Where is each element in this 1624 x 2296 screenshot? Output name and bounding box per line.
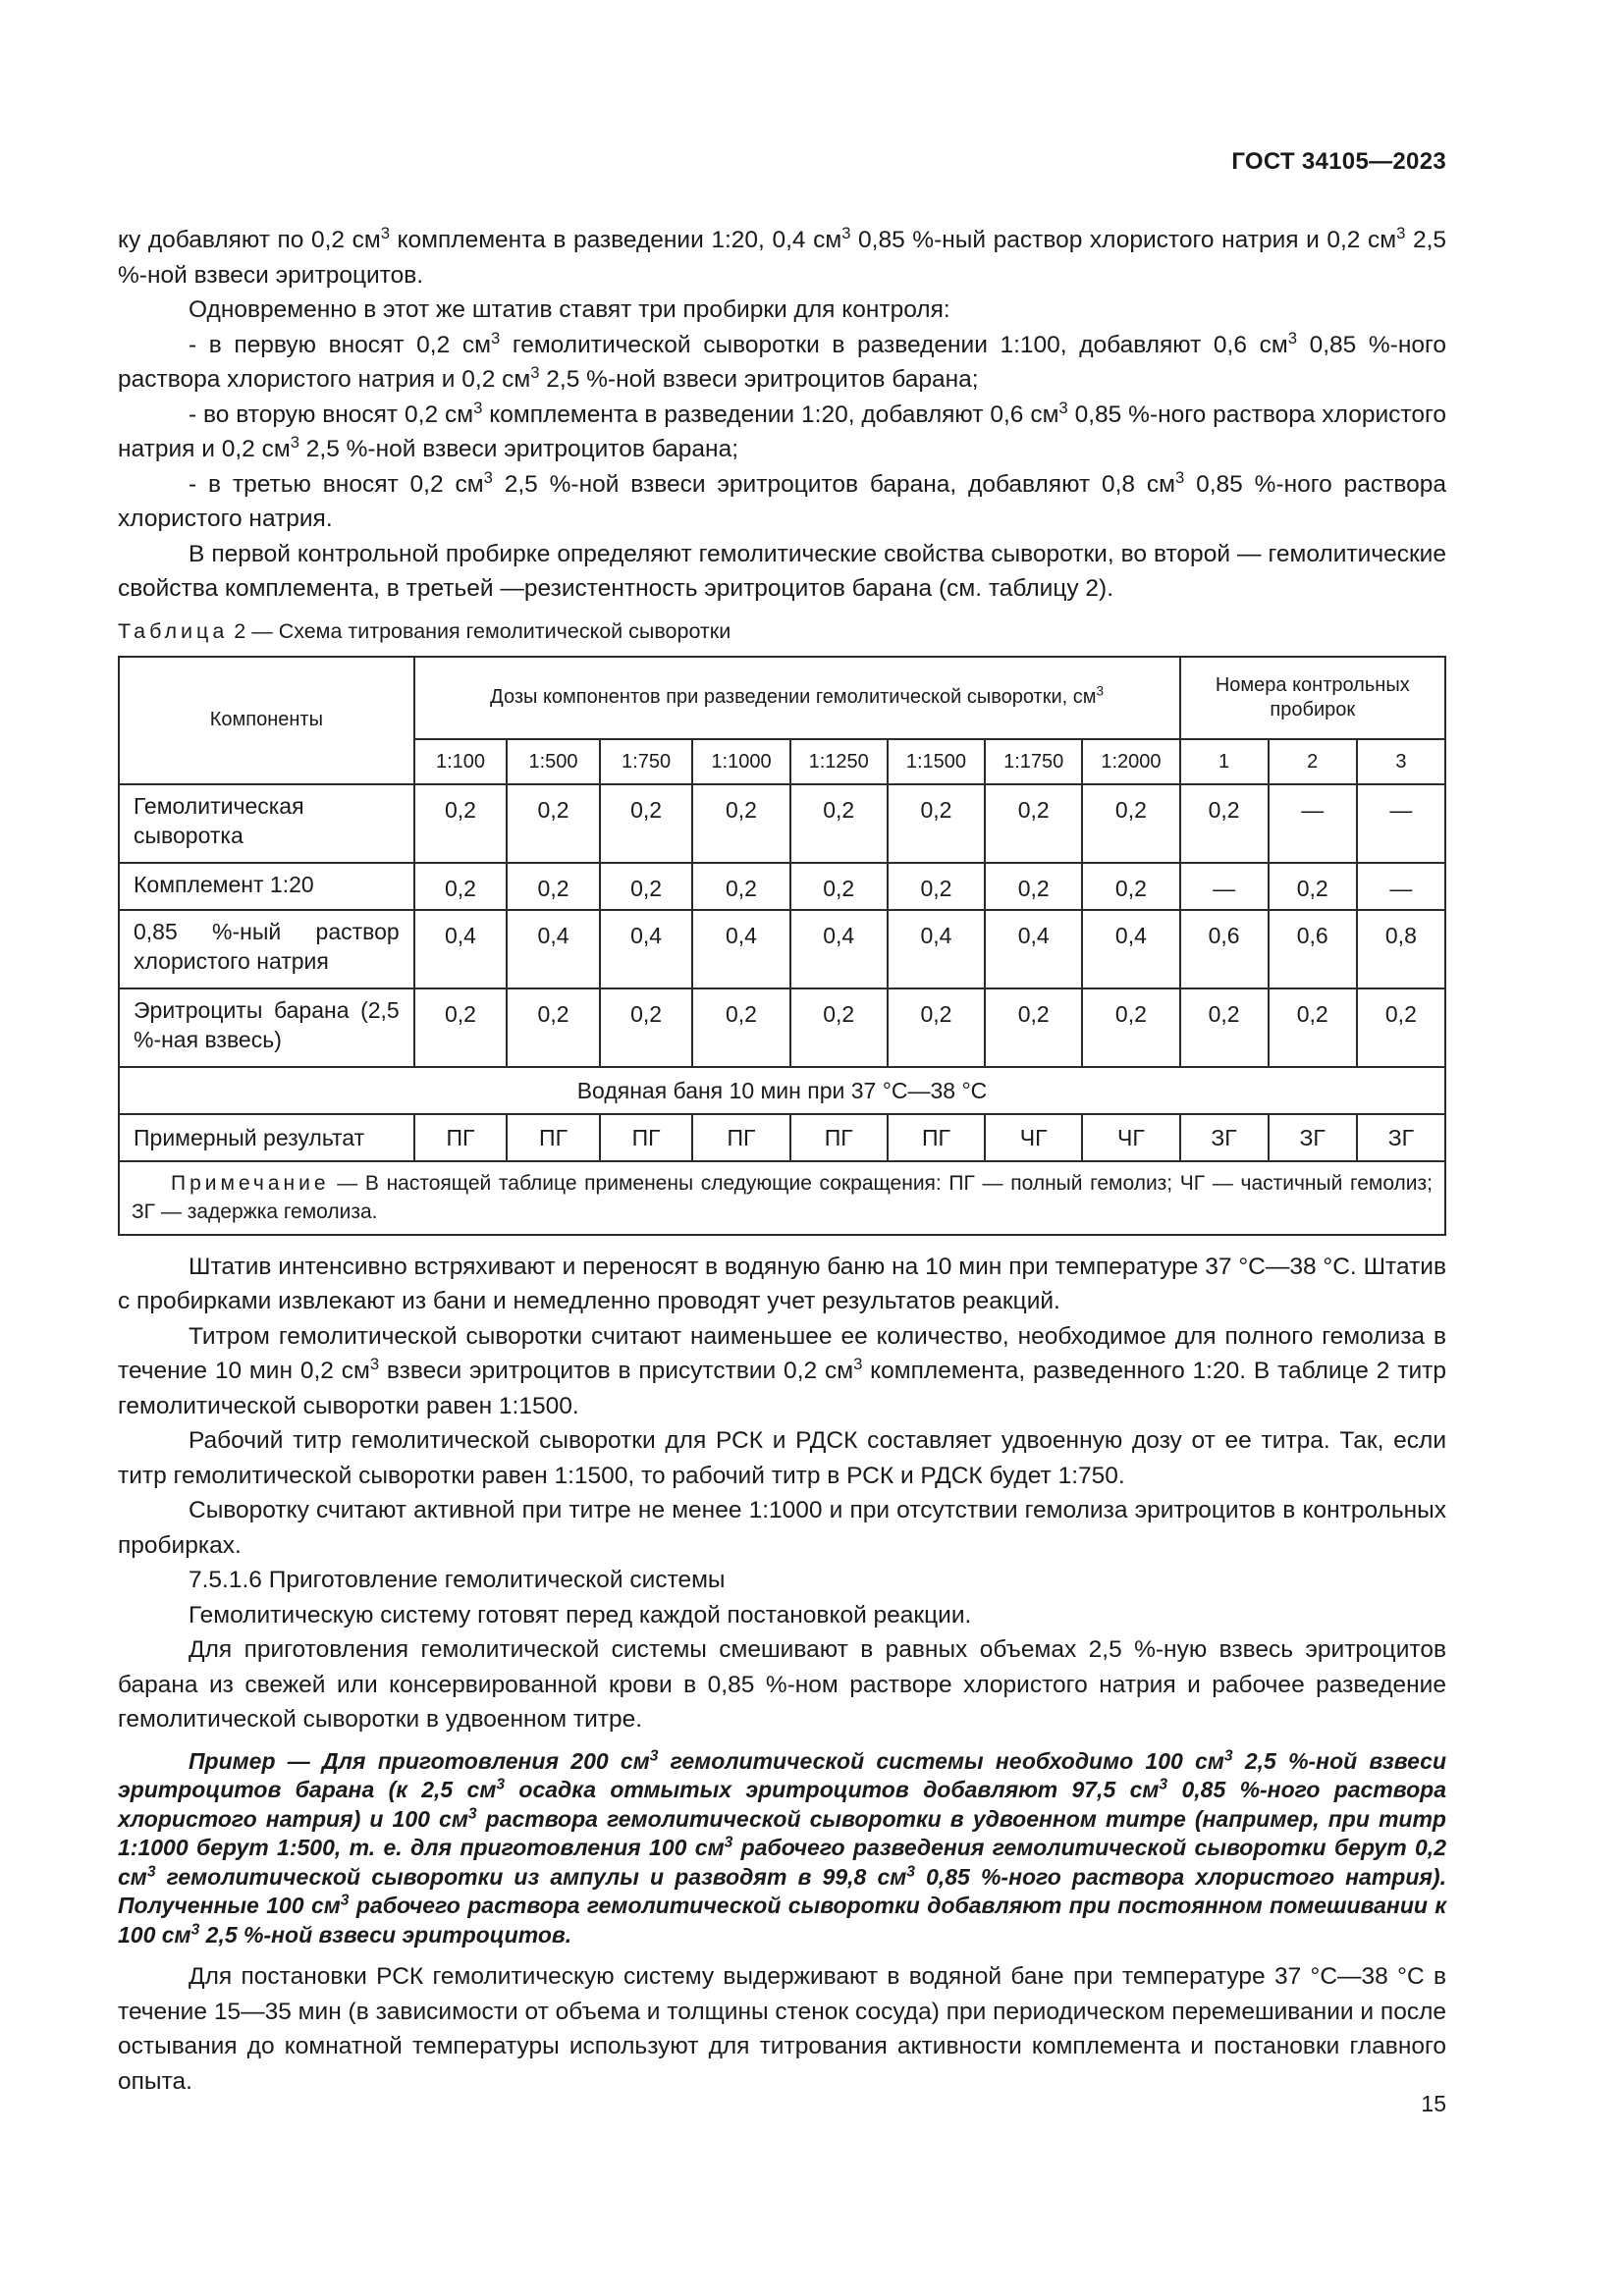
text-run: 2,5 %-ной взвеси эритроцитов.: [199, 1921, 572, 1948]
text-run: Титром гемолитической сыворотки считают наименьшее ее количество, необходимое для полного гемолиза в течение 10 мин 0,2 см: [118, 1322, 1446, 1384]
superscript: 3: [649, 1746, 659, 1764]
text-run: - в первую вносят 0,2 см: [189, 331, 491, 358]
header-control-number: 3: [1357, 739, 1445, 784]
cell-value: 0,6: [1269, 910, 1357, 988]
cell-result: ПГ: [600, 1114, 693, 1161]
cell-value: 0,2: [600, 784, 693, 863]
superscript: 3: [340, 1892, 350, 1909]
text-run: 7.5.1.6 Приготовление гемолитической системы: [189, 1567, 726, 1593]
cell-result: ПГ: [790, 1114, 888, 1161]
cell-value: 0,2: [790, 863, 888, 910]
cell-value: 0,4: [888, 910, 985, 988]
cell-result: ПГ: [414, 1114, 508, 1161]
cell-value: —: [1357, 784, 1445, 863]
table-row: [119, 988, 1445, 1067]
cell-result: ЗГ: [1357, 1114, 1445, 1161]
list-item-control-3: [118, 467, 1446, 537]
superscript: 3: [496, 1776, 506, 1793]
page-content: [118, 223, 1446, 2099]
row-label: Эритроциты барана (2,5 %-ная взвесь): [119, 988, 414, 1067]
table-caption: [118, 616, 1446, 646]
paragraph: [118, 1598, 1446, 1633]
header-dilution: 1:100: [414, 739, 508, 784]
header-dilution: 1:1750: [985, 739, 1082, 784]
text-run: В первой контрольной пробирке определяют гемолитические свойства сыворотки, во второй — гемолитические свойства комплемента, в третьей —резистентность эритроцитов барана (см. таблицу 2).: [118, 540, 1446, 602]
text-run: Гемолитическую систему готовят перед каждой постановкой реакции.: [189, 1601, 972, 1629]
table-note-text: — В настоящей таблице применены следующие сокращения: ПГ — полный гемолиз; ЧГ — частичный гемолиз; ЗГ — задержка гемолиза.: [132, 1171, 1433, 1223]
cell-value: 0,2: [790, 988, 888, 1067]
cell-value: 0,4: [414, 910, 508, 988]
paragraph: [118, 1632, 1446, 1737]
cell-value: 0,2: [600, 863, 693, 910]
cell-value: 0,2: [507, 988, 600, 1067]
page-number: 15: [1421, 2091, 1446, 2116]
cell-result: ЗГ: [1269, 1114, 1357, 1161]
document-header: ГОСТ 34105—2023: [1231, 148, 1446, 175]
header-control-number: 1: [1180, 739, 1269, 784]
cell-value: 0,2: [1180, 988, 1269, 1067]
cell-result: ПГ: [692, 1114, 789, 1161]
cell-value: 0,4: [692, 910, 789, 988]
cell-value: 0,2: [692, 784, 789, 863]
table-caption-text: 2 — Схема титрования гемолитической сыворотки: [228, 618, 731, 643]
row-label: Комплемент 1:20: [119, 863, 414, 910]
header-dilution: 1:750: [600, 739, 693, 784]
header-doses: [414, 657, 1180, 739]
cell-value: 0,2: [692, 988, 789, 1067]
titration-table: [118, 656, 1446, 1236]
text-run: комплемента в разведении 1:20, добавляют 0,6 см: [482, 400, 1059, 428]
text-run: 0,85 %-ного раствора хлористого натрия). Полученные 100 см: [118, 1863, 1446, 1918]
cell-value: 0,8: [1357, 910, 1445, 988]
text-run: - во вторую вносят 0,2 см: [189, 400, 474, 428]
cell-value: —: [1357, 863, 1445, 910]
superscript: 3: [467, 1804, 477, 1822]
superscript: 3: [530, 362, 540, 382]
superscript: 3: [724, 1834, 733, 1851]
text-run: 0,85 %-ного раствора хлористого натрия и 0,2 см: [118, 400, 1447, 462]
superscript: 3: [1287, 328, 1297, 347]
text-run: Одновременно в этот же штатив ставят три пробирки для контроля:: [189, 296, 950, 323]
paragraph: [118, 1423, 1446, 1493]
cell-value: 0,2: [414, 863, 508, 910]
cell-value: 0,2: [507, 863, 600, 910]
table-row: [119, 1114, 1445, 1161]
superscript: 3: [1159, 1776, 1168, 1793]
superscript: 3: [380, 223, 390, 242]
paragraph: [118, 1319, 1446, 1424]
list-item-control-1: [118, 328, 1446, 398]
superscript: 3: [190, 1920, 200, 1938]
text-run: - в третью вносят 0,2 см: [189, 470, 484, 498]
paragraph: [118, 223, 1446, 293]
text-run: гемолитической системы необходимо 100 см: [658, 1747, 1224, 1774]
superscript: 3: [1396, 223, 1406, 242]
paragraph: [118, 537, 1446, 607]
header-dilution: 1:1250: [790, 739, 888, 784]
cell-value: 0,2: [888, 988, 985, 1067]
cell-value: 0,2: [985, 863, 1082, 910]
list-item-control-2: [118, 398, 1446, 467]
text-run: Рабочий титр гемолитической сыворотки для РСК и РДСК составляет удвоенную дозу от ее титра. Так, если титр гемолитической сыворотки равен 1:1500, то рабочий титр в РСК и РДСК будет 1:750.: [118, 1427, 1446, 1489]
cell-value: 0,2: [888, 863, 985, 910]
text-run: гемолитической сыворотки в разведении 1:100, добавляют 0,6 см: [500, 331, 1288, 358]
cell-value: 0,2: [600, 988, 693, 1067]
cell-value: 0,2: [888, 784, 985, 863]
text-run: комплемента в разведении 1:20, 0,4 см: [389, 227, 842, 253]
cell-value: 0,2: [414, 784, 508, 863]
text-run: раствора гемолитической сыворотки в удвоенном титре (например, при титр 1:1000 берут 1:500, т. е. для приготовления 100 см: [118, 1805, 1446, 1860]
superscript: 3: [906, 1862, 915, 1880]
superscript: 3: [1058, 398, 1068, 417]
cell-value: 0,4: [600, 910, 693, 988]
text-run: 2,5 %-ной взвеси эритроцитов барана;: [298, 436, 739, 462]
table-row: [119, 910, 1445, 988]
superscript: 3: [290, 432, 299, 452]
superscript: 3: [146, 1862, 156, 1880]
text-run: комплемента, разведенного 1:20. В таблице 2 титр гемолитической сыворотки равен 1:1500.: [118, 1358, 1446, 1419]
cell-value: 0,2: [1357, 988, 1445, 1067]
cell-value: 0,2: [985, 784, 1082, 863]
text-run: гемолитической сыворотки из ампулы и разводят в 99,8 см: [155, 1863, 907, 1890]
text-run: 2,5 %-ной взвеси эритроцитов.: [118, 227, 1447, 289]
superscript: 3: [483, 467, 493, 487]
text-run: 0,85 %-ный раствор хлористого натрия и 0,2 см: [850, 227, 1397, 253]
text-run: 2,5 %-ной взвеси эритроцитов барана;: [539, 366, 979, 393]
paragraph: [118, 1959, 1446, 2099]
cell-value: 0,4: [1082, 910, 1179, 988]
row-label: Примерный результат: [119, 1114, 414, 1161]
header-dilution: 1:500: [507, 739, 600, 784]
text-run: Сыворотку считают активной при титре не менее 1:1000 и при отсутствии гемолиза эритроцитов в контрольных пробирках.: [118, 1497, 1446, 1559]
water-bath-row: Водяная баня 10 мин при 37 °С—38 °С: [119, 1067, 1445, 1114]
paragraph: [118, 1493, 1446, 1563]
cell-result: ЧГ: [1082, 1114, 1179, 1161]
paragraph: [118, 1250, 1446, 1319]
cell-value: —: [1180, 863, 1269, 910]
text-run: взвеси эритроцитов в присутствии 0,2 см: [379, 1358, 854, 1384]
cell-value: —: [1269, 784, 1357, 863]
text-run: рабочего разведения гемолитической сыворотки берут 0,2 см: [118, 1835, 1446, 1890]
cell-result: ЗГ: [1180, 1114, 1269, 1161]
header-doses-text: Дозы компонентов при разведении гемолитической сыворотки, см: [490, 686, 1097, 708]
cell-result: ПГ: [507, 1114, 600, 1161]
paragraph: [118, 293, 1446, 328]
table-row: [119, 863, 1445, 910]
cell-value: 0,4: [507, 910, 600, 988]
text-run: Штатив интенсивно встряхивают и переносят в водяную баню на 10 мин при температуре 37 °С—38 °С. Штатив с пробирками извлекают из бани и немедленно проводят учет результатов реакций.: [118, 1253, 1446, 1314]
row-label: Гемолитическая сыворотка: [119, 784, 414, 863]
superscript: 3: [369, 1354, 380, 1373]
superscript: 3: [841, 223, 851, 242]
text-run: 0,85 %-ного раствора хлористого натрия.: [118, 470, 1446, 532]
cell-value: 0,2: [790, 784, 888, 863]
cell-value: 0,2: [507, 784, 600, 863]
cell-result: ЧГ: [985, 1114, 1082, 1161]
cell-value: 0,2: [1082, 863, 1179, 910]
header-doses-sup: 3: [1096, 683, 1105, 699]
table-row: [119, 784, 1445, 863]
cell-value: 0,2: [1269, 988, 1357, 1067]
text-run: 2,5 %-ной взвеси эритроцитов барана, добавляют 0,8 см: [492, 470, 1175, 498]
example-block: [118, 1747, 1446, 1950]
text-run: Для постановки РСК гемолитическую систему выдерживают в водяной бане при температуре 37 °С—38 °С в течение 15—35 мин (в зависимости от объема и толщины стенок сосуда) при периодическом перемешивании и после остывания до комнатной температуры используют для титрования активности комплемента и постановки главного опыта.: [118, 1963, 1446, 2095]
superscript: 3: [1223, 1746, 1233, 1764]
text-run: Пример — Для приготовления 200 см: [189, 1747, 650, 1774]
cell-value: 0,2: [692, 863, 789, 910]
superscript: 3: [1175, 467, 1185, 487]
cell-value: 0,2: [414, 988, 508, 1067]
cell-value: 0,6: [1180, 910, 1269, 988]
cell-value: 0,2: [1082, 988, 1179, 1067]
header-controls: Номера контрольных пробирок: [1180, 657, 1445, 739]
header-components: Компоненты: [119, 657, 414, 784]
table-caption-prefix: Таблица: [118, 618, 229, 643]
superscript: 3: [853, 1354, 863, 1373]
table-note-prefix: Примечание: [171, 1171, 330, 1195]
text-run: рабочего раствора гемолитической сыворотки добавляют при постоянном помешивании к 100 см: [118, 1893, 1446, 1948]
superscript: 3: [490, 328, 501, 347]
cell-value: 0,2: [985, 988, 1082, 1067]
section-heading: [118, 1563, 1446, 1598]
text-run: ку добавляют по 0,2 см: [118, 227, 381, 253]
header-dilution: 1:1000: [692, 739, 789, 784]
cell-value: 0,2: [1180, 784, 1269, 863]
header-dilution: 1:1500: [888, 739, 985, 784]
table-note: [119, 1161, 1445, 1235]
header-dilution: 1:2000: [1082, 739, 1179, 784]
text-run: осадка отмытых эритроцитов добавляют 97,5 см: [505, 1777, 1160, 1802]
text-run: Для приготовления гемолитической системы смешивают в равных объемах 2,5 %-ную взвесь эритроцитов барана из свежей или консервированной крови в 0,85 %-ном растворе хлористого натрия и рабочее разведение гемолитической сыворотки в удвоенном титре.: [118, 1636, 1446, 1733]
cell-result: ПГ: [888, 1114, 985, 1161]
cell-value: 0,4: [790, 910, 888, 988]
cell-value: 0,2: [1082, 784, 1179, 863]
cell-value: 0,4: [985, 910, 1082, 988]
row-label: 0,85 %-ный раствор хлористого натрия: [119, 910, 414, 988]
cell-value: 0,2: [1269, 863, 1357, 910]
superscript: 3: [473, 398, 483, 417]
header-control-number: 2: [1269, 739, 1357, 784]
text-run: 0,85 %-ного раствора хлористого натрия) и 100 см: [118, 1777, 1447, 1832]
text-run: 2,5 %-ной взвеси эритроцитов барана (к 2,5 см: [118, 1747, 1446, 1802]
text-run: 0,85 %-ного раствора хлористого натрия и 0,2 см: [118, 331, 1447, 393]
